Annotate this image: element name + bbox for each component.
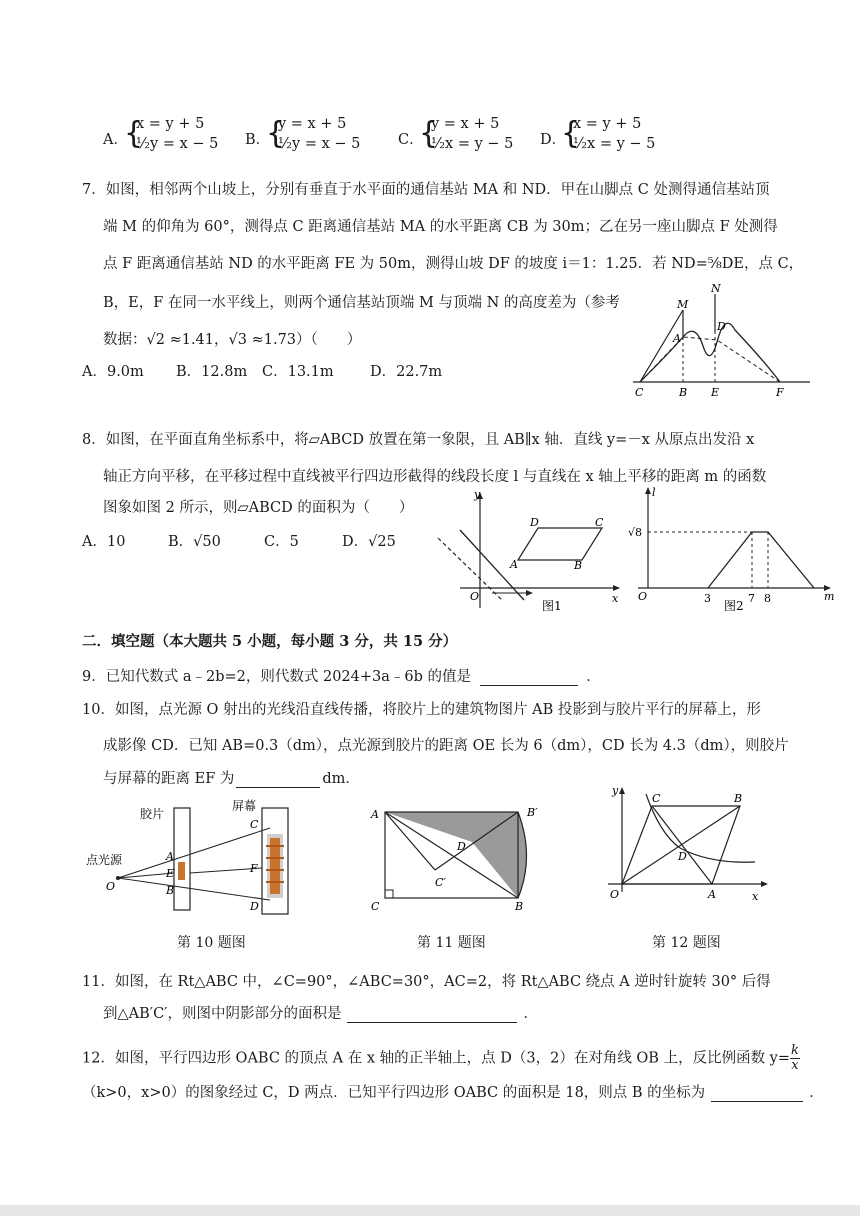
q8-f1-caption: 图1 (542, 599, 562, 613)
q7-option-b: B．12.8m (176, 364, 248, 380)
q12-line2 (82, 1081, 824, 1102)
q6-option-d-brace: { (561, 116, 581, 151)
q10-label-a: A (166, 850, 174, 863)
q10-stem: 与屏幕的距离 EF 为 (103, 771, 235, 787)
q11-line2 (103, 1002, 538, 1023)
q8-line3: 图象如图 2 所示，则▱ABCD 的面积为（ ） (103, 500, 414, 516)
q8-option-b: B．√50 (168, 534, 221, 550)
q8-f1-label-o: O (470, 590, 480, 603)
q8-f2-tick-7: 7 (748, 592, 755, 605)
q10-label-source: 点光源 (86, 853, 123, 867)
q12-answer-blank (711, 1085, 803, 1102)
q8-option-a: A．10 (82, 534, 126, 550)
q12-label-d: D (678, 850, 687, 863)
q10-source-point (116, 876, 120, 880)
q7-label-e: E (711, 386, 720, 399)
q6-option-b-row2: ½y = x − 5 (278, 136, 361, 152)
q8-figure-2 (628, 482, 838, 616)
q6-option-a-label: A． (103, 132, 128, 148)
q6-option-d-system (573, 114, 655, 154)
q8-f2-label-o: O (638, 590, 648, 603)
q6-option-a-row2: ½y = x − 5 (136, 136, 219, 152)
q8-f2-tick-8: 8 (764, 592, 771, 605)
q11-label-c: C (371, 900, 380, 912)
q8-f2-graph (708, 532, 814, 588)
q8-option-c: C．5 (264, 534, 299, 550)
section-2-title: 二．填空题（本大题共 5 小题，每小题 3 分，共 15 分） (82, 633, 458, 650)
q8-f1-parallelogram (518, 528, 602, 560)
q8-f2-tick-3: 3 (704, 592, 711, 605)
q10-label-screen: 屏幕 (232, 799, 257, 813)
q12-fraction-numerator: k (791, 1043, 799, 1058)
q12-label-a: A (708, 888, 716, 901)
q6-option-b-brace: { (266, 116, 286, 151)
q8-f1-move-arrowhead (526, 590, 533, 596)
q7-option-a: A．9.0m (82, 364, 144, 380)
q6-option-a-system (136, 114, 218, 154)
q7-mountain-dashed (640, 337, 780, 382)
q12-label-c: C (652, 792, 661, 805)
q8-f1-label-a: A (510, 558, 518, 571)
q11-figure (365, 802, 555, 912)
q8-f1-label-b: B (574, 559, 583, 572)
q7-label-c: C (635, 386, 644, 399)
q6-option-c-row1: y = x + 5 (431, 116, 500, 132)
q9-answer-blank (480, 669, 578, 686)
q6-option-b-system (278, 114, 360, 154)
q11-right-angle-c (385, 890, 393, 898)
q10-label-f: F (250, 862, 258, 875)
q8-f2-label-m: m (824, 590, 835, 603)
q8-f2-label-sqrt8: √8 (628, 526, 643, 539)
q10-ray-bottom (118, 878, 270, 900)
q7-label-f: F (776, 386, 784, 399)
q6-option-d-row2: ½x = y − 5 (573, 136, 656, 152)
q6-option-d-row1: x = y + 5 (573, 116, 642, 132)
q10-label-b: B (166, 884, 175, 897)
q8-f1-label-x: x (612, 592, 619, 605)
q8-f2-l-arrow (645, 487, 651, 494)
q7-option-c: C．13.1m (262, 364, 334, 380)
page-bottom-bar (0, 1205, 860, 1216)
q11-label-d: D (457, 840, 466, 853)
q12-label-x: x (752, 890, 759, 903)
q10-label-o: O (106, 880, 116, 893)
q10-label-film: 胶片 (140, 807, 165, 821)
q7-label-m: M (677, 298, 689, 311)
q12-label-o: O (610, 888, 620, 901)
q10-ray-top (118, 828, 270, 878)
q6-option-c-label: C． (398, 132, 424, 148)
q8-f2-caption: 图2 (724, 599, 744, 613)
q10-figure (82, 798, 302, 916)
q7-label-b: B (679, 386, 688, 399)
q6-option-d-label: D． (540, 132, 567, 148)
q10-unit: dm． (322, 771, 360, 787)
q11-stem: 到△AB′C′，则图中阴影部分的面积是 (103, 1006, 342, 1022)
q11-label-b1: B′ (527, 806, 538, 819)
q10-label-c: C (250, 818, 259, 831)
q10-label-e: E (166, 867, 175, 880)
q11-line1: 11．如图，在 Rt△ABC 中，∠C=90°，∠ABC=30°，AC=2，将 Rt△ABC 绕点 A 逆时针旋转 30° 后得 (82, 974, 771, 990)
q12-stem: 12．如图，平行四边形 OABC 的顶点 A 在 x 轴的正半轴上，点 D（3，2）在对角线 OB 上，反比例函数 y= (82, 1050, 791, 1067)
q12-caption: 第 12 题图 (652, 935, 721, 951)
q7-line-cm (640, 310, 683, 382)
q8-f1-label-c: C (595, 516, 604, 529)
q10-line2: 成影像 CD．已知 AB=0.3（dm），点光源到胶片的距离 OE 长为 6（dm），CD 长为 4.3（dm），则胶片 (103, 738, 789, 754)
q11-label-a: A (371, 808, 379, 821)
q11-answer-blank (347, 1006, 517, 1023)
q7-line4: B，E，F 在同一水平线上，则两个通信基站顶端 M 与顶端 N 的高度差为（参考 (103, 295, 620, 311)
q7-line3: 点 F 距离通信基站 ND 的水平距离 FE 为 50m，测得山坡 DF 的坡度 i＝1：1.25．若 ND=⅝DE，点 C， (103, 256, 804, 272)
q8-figure-1 (430, 488, 630, 616)
q8-line2: 轴正方向平移，在平移过程中直线被平行四边形截得的线段长度 l 与直线在 x 轴上平移的距离 m 的函数 (103, 469, 767, 485)
q6-option-a-brace: { (124, 116, 144, 151)
q12-y-arrow (619, 787, 625, 794)
q12-label-y: y (612, 784, 619, 797)
q6-option-c-brace: { (419, 116, 439, 151)
q12-label-b: B (734, 792, 743, 805)
q7-figure (625, 282, 815, 400)
q7-label-d: D (717, 320, 726, 333)
q7-line1: 7．如图，相邻两个山坡上，分别有垂直于水平面的通信基站 MA 和 ND．甲在山脚点 C 处测得通信基站顶 (82, 182, 770, 198)
q11-caption: 第 11 题图 (417, 935, 486, 951)
q10-line3 (103, 767, 360, 788)
q12-line1 (82, 1044, 800, 1073)
q10-line1: 10．如图，点光源 O 射出的光线沿直线传播，将胶片上的建筑物图片 AB 投影到与胶片平行的屏幕上，形 (82, 702, 761, 718)
q8-line1: 8．如图，在平面直角坐标系中，将▱ABCD 放置在第一象限，且 AB∥x 轴．直线 y=－x 从原点出发沿 x (82, 432, 755, 448)
q12-tail: ． (809, 1085, 824, 1101)
q12-figure (600, 784, 770, 908)
q6-option-a-row1: x = y + 5 (136, 116, 205, 132)
q7-line2: 端 M 的仰角为 60°，测得点 C 距离通信基站 MA 的水平距离 CB 为 30m；乙在另一座山脚点 F 处测得 (103, 219, 778, 235)
q6-option-b-label: B． (245, 132, 271, 148)
q7-mountain-solid (640, 323, 780, 382)
q9-tail: ． (586, 669, 601, 685)
q10-answer-blank (236, 771, 320, 788)
q8-f2-label-l: l (652, 486, 656, 499)
q12-fraction-denominator: x (791, 1058, 799, 1073)
q6-option-c-row2: ½x = y − 5 (431, 136, 514, 152)
q8-f1-label-y: y (474, 488, 481, 501)
q7-line5: 数据：√2 ≈1.41，√3 ≈1.73）（ ） (103, 332, 362, 348)
q6-option-c-system (431, 114, 513, 154)
q11-tail: ． (523, 1006, 538, 1022)
q9-stem: 9．已知代数式 a﹣2b=2，则代数式 2024+3a﹣6b 的值是 (82, 669, 472, 685)
q12-stem2: （k>0，x>0）的图象经过 C，D 两点．已知平行四边形 OABC 的面积是 18，则点 B 的坐标为 (82, 1085, 706, 1101)
q7-label-n: N (711, 282, 721, 295)
q11-label-c1: C′ (435, 876, 446, 889)
q8-f1-label-d: D (530, 516, 539, 529)
q11-label-b: B (515, 900, 524, 912)
q8-f1-x-arrow (613, 585, 620, 591)
q6-option-b-row1: y = x + 5 (278, 116, 347, 132)
q12-fraction (790, 1044, 800, 1073)
q7-label-a: A (673, 332, 681, 345)
q7-option-d: D．22.7m (370, 364, 443, 380)
q12-x-arrow (761, 881, 768, 887)
q8-option-d: D．√25 (342, 534, 396, 550)
q10-label-d: D (250, 900, 259, 913)
q9-text (82, 665, 601, 686)
q12-diagonal-ob (622, 806, 740, 884)
q12-diagonal-ac (652, 806, 712, 884)
q10-caption: 第 10 题图 (177, 935, 246, 951)
q10-pagoda-film (178, 862, 185, 880)
